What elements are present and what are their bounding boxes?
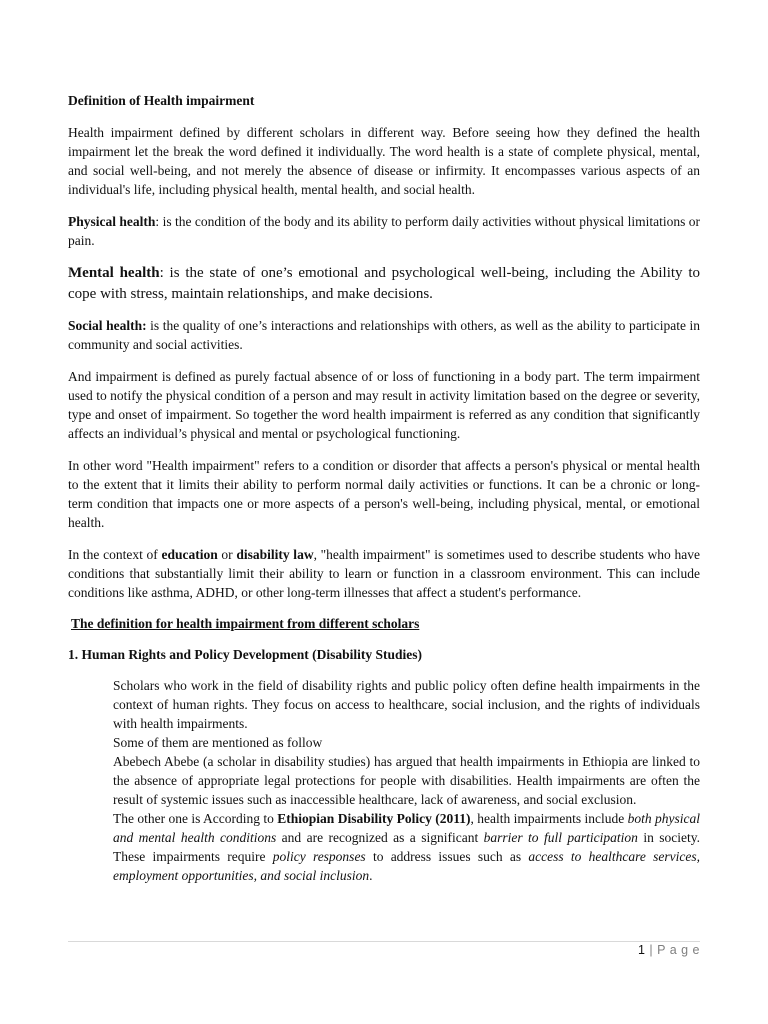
social-health-text: is the quality of one’s interactions and relationships with others, as well as the ability to participate in community and social activities. xyxy=(68,318,700,352)
context-bold-disability-law: disability law xyxy=(236,547,314,562)
indent-paragraph-4 xyxy=(113,809,700,885)
indent-paragraph-3: Abebech Abebe (a scholar in disability studies) has argued that health impairments in Ethiopia are linked to the absence of appropriate legal protections for people with disabilities. Health impairments are often the result of systemic issues such as inaccessible healthcare, lack of awareness, and social exclusion. xyxy=(113,754,700,807)
p4-text-i: to address issues such as xyxy=(365,849,529,864)
context-text-2: or xyxy=(217,547,237,562)
context-text-1: In the context of xyxy=(68,547,162,562)
indent-paragraph-1: Scholars who work in the field of disability rights and public policy often define health impairments in the context of human rights. They focus on access to healthcare, social inclusion, and the rights of individuals with health impairments. xyxy=(113,678,700,731)
context-paragraph xyxy=(68,545,700,602)
indent-paragraph-2: Some of them are mentioned as follow xyxy=(113,735,323,750)
impairment-paragraph: And impairment is defined as purely factual absence of or loss of functioning in a body part. The term impairment used to notify the physical condition of a person and may result in activity limitation based on the degree or severity, type and onset of impairment. So together the word health impairment is referred as any condition that significantly affects an individual’s physical and mental or psychological functioning. xyxy=(68,369,700,441)
footer-separator: | xyxy=(645,943,658,957)
social-health-paragraph xyxy=(68,316,700,354)
physical-health-text: : is the condition of the body and its ability to perform daily activities without physical limitations or pain. xyxy=(68,214,700,248)
mental-health-paragraph xyxy=(68,263,700,305)
physical-health-paragraph xyxy=(68,212,700,250)
p4-bold-policy: Ethiopian Disability Policy (2011) xyxy=(277,811,471,826)
document-page xyxy=(68,92,700,885)
page-number: 1 xyxy=(637,943,646,957)
mental-health-label: Mental health xyxy=(68,265,160,281)
document-heading: Definition of Health impairment xyxy=(68,93,255,108)
p4-text-c: , health impairments include xyxy=(470,811,628,826)
indented-block xyxy=(113,676,700,885)
mental-health-text: : is the state of one’s emotional and psychological well-being, including the Ability to cope with stress, maintain relationships, and make decisions. xyxy=(68,265,701,302)
social-health-label: Social health: xyxy=(68,318,147,333)
p4-text-a: The other one is According to xyxy=(113,811,278,826)
physical-health-label: Physical health xyxy=(68,214,156,229)
intro-paragraph: Health impairment defined by different scholars in different way. Before seeing how they defined the health impairment let the break the word defined it individually. The word health is a state of complete physical, mental, and social well-being, and not merely the absence of disease or infirmity. It encompasses various aspects of an individual's life, including physical health, mental health, and social health. xyxy=(68,125,700,197)
subheading-human-rights: 1. Human Rights and Policy Development (Disability Studies) xyxy=(68,647,423,662)
p4-italic-h: policy responses xyxy=(272,849,366,864)
p4-text-g: in society. These impairments require xyxy=(113,830,700,864)
context-text-3: , "health impairment" is sometimes used to describe students who have conditions that substantially limit their ability to learn or function in a classroom environment. This can include conditions like asthma, ADHD, or other long-term illnesses that affect a student's performance. xyxy=(68,547,700,600)
other-word-paragraph: In other word "Health impairment" refers to a condition or disorder that affects a person's physical or mental health to the extent that it limits their ability to perform normal daily activities or functions. It can be a chronic or long-term condition that impacts one or more aspects of a person's well-being, including physical, mental, or emotional health. xyxy=(68,458,700,530)
page-label: P a g e xyxy=(657,943,700,957)
p4-italic-j: access to healthcare services, employment opportunities, and social inclusion xyxy=(113,849,700,883)
context-bold-education: education xyxy=(161,547,218,562)
p4-text-e: and are recognized as a significant xyxy=(276,830,484,845)
p4-italic-f: barrier to full participation xyxy=(483,830,638,845)
page-footer xyxy=(638,943,700,957)
section-title: The definition for health impairment from different scholars xyxy=(71,616,420,631)
p4-italic-d: both physical and mental health conditions xyxy=(113,811,700,845)
p4-text-k: . xyxy=(369,868,373,883)
footer-divider xyxy=(68,941,700,942)
